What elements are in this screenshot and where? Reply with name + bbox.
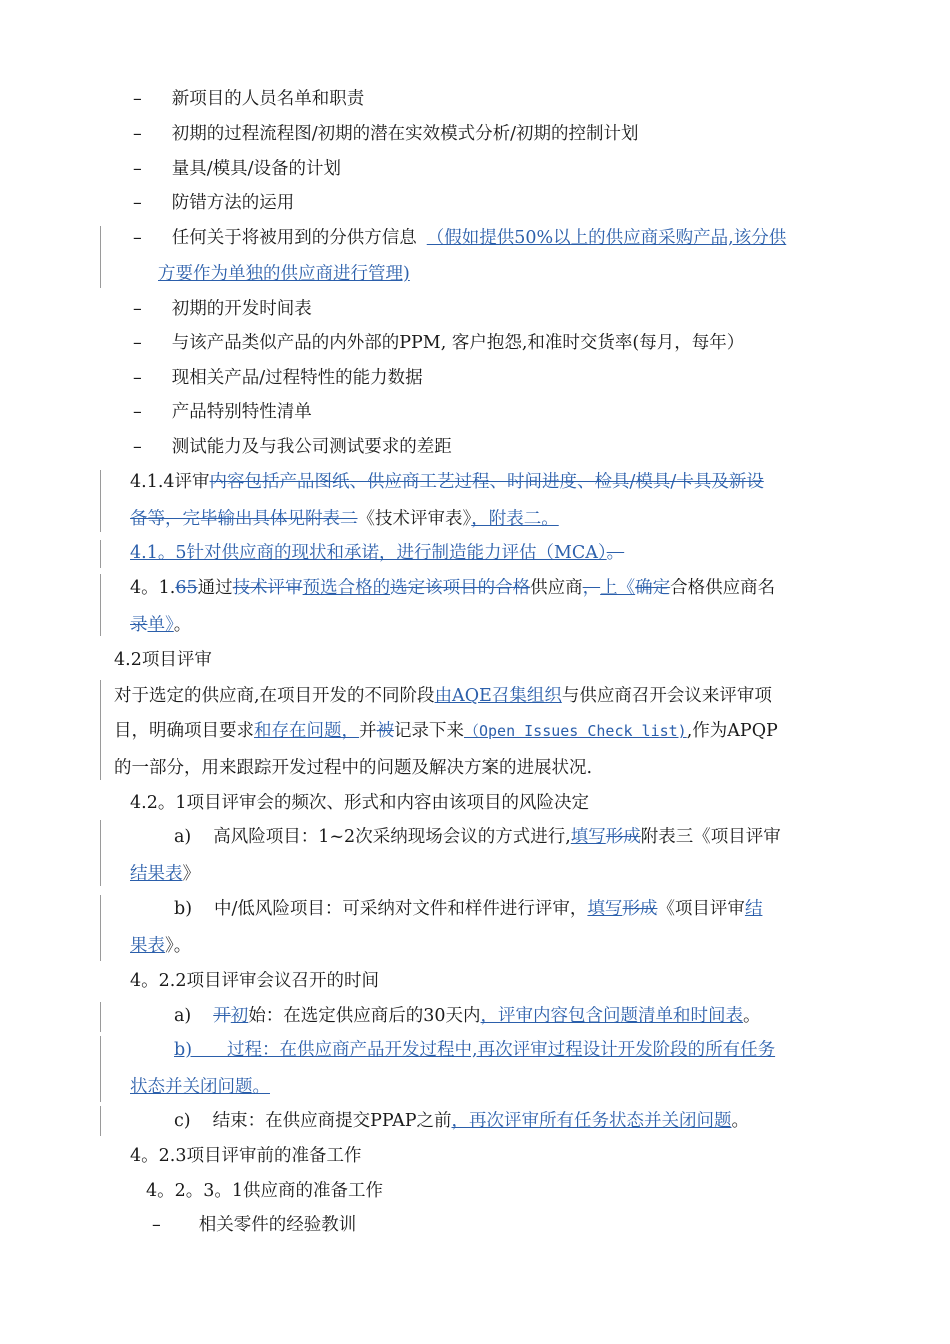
section-4-1-5 (130, 541, 624, 565)
section-4-2-3: 4。2.3项目评审前的准备工作 (130, 1146, 362, 1166)
inserted-text: 状态并关闭问题。 (130, 1077, 270, 1097)
deleted-text: 。 (606, 543, 625, 563)
bullet-line: – 现相关产品/过程特性的能力数据 (133, 368, 423, 388)
inserted-text: ，再次评审所有任务状态并关闭问题 (451, 1111, 732, 1131)
section-4-2-3-1: 4。2。3。1供应商的准备工作 (146, 1181, 384, 1201)
inserted-text: 单》 (147, 615, 174, 635)
bullet-line: – 初期的开发时间表 (133, 299, 312, 319)
inserted-text: 填写 (570, 827, 606, 847)
deleted-text: 选定该项目的合格 (390, 578, 531, 598)
risk-item-a: a) 高风险项目：1~2次采纳现场会议的方式进行,填写形成附表三《项目评审 (174, 827, 781, 847)
change-bar (100, 1002, 101, 1032)
risk-item-b-cont: 果表》。 (130, 936, 192, 956)
risk-item-b: b) 中/低风险项目：可采纳对文件和样件进行评审，填写形成《项目评审结 (174, 899, 763, 919)
section-4-2-title: 4.2项目评审 (114, 650, 212, 670)
inserted-text: b) 过程：在供应商产品开发过程中,再次评审过程设计开发阶段的所有任务 (174, 1040, 776, 1060)
change-bar (100, 820, 101, 886)
deleted-text: 形成 (622, 899, 658, 919)
deleted-text: 形成 (605, 827, 641, 847)
inserted-text: ，评审内容包含问题清单和时间表 (480, 1006, 744, 1026)
bullet-line: – 产品特别特性清单 (133, 402, 312, 422)
bullet-line: – 量具/模具/设备的计划 (133, 159, 342, 179)
inserted-text: 和存在问题， (254, 721, 359, 741)
inserted-text: 结果表 (130, 864, 183, 884)
change-bar (100, 226, 101, 288)
inserted-text: （假如提供50%以上的供应商采购产品,该分供 (426, 228, 787, 248)
risk-item-a-cont: 结果表》 (130, 864, 200, 884)
bullet-continuation (158, 262, 410, 286)
paragraph-line: 对于选定的供应商,在项目开发的不同阶段由AQE召集组织与供应商召开会议来评审项 (114, 686, 772, 706)
bullet-line: – 与该产品类似产品的内外部的PPM, 客户抱怨,和准时交货率(每月，每年） (133, 333, 745, 353)
deleted-text: 录 (130, 615, 148, 635)
change-bar (100, 540, 101, 568)
section-4-2-2: 4。2.2项目评审会议召开的时间 (130, 971, 379, 991)
inserted-text: 由AQE召集组织 (434, 686, 562, 706)
paragraph-line: 的一部分，用来跟踪开发过程中的问题及解决方案的进展状况. (114, 758, 593, 778)
time-item-a: a) 开初始：在选定供应商后的30天内，评审内容包含问题清单和时间表。 (174, 1006, 761, 1026)
bullet-line: – 测试能力及与我公司测试要求的差距 (133, 437, 452, 457)
deleted-text: 备等，完毕输出具体见附表二 (130, 509, 358, 529)
time-item-b (174, 1038, 775, 1062)
inserted-text: 方要作为单独的供应商进行管理) (158, 264, 410, 284)
deleted-text: 被 (376, 721, 394, 741)
bullet-line: – 新项目的人员名单和职责 (133, 89, 365, 109)
deleted-text: 65 (175, 578, 198, 598)
bullet-line: – 初期的过程流程图/初期的潜在实效模式分析/初期的控制计划 (133, 124, 639, 144)
section-4-1-4: 4.1.4评审内容包括产品图纸、供应商工艺过程、时间进度、检具/模具/卡具及新设 (130, 472, 764, 492)
inserted-text: 填写 (587, 899, 623, 919)
section-4-1-6: 4。1.65通过技术评审预选合格的选定该项目的合格供应商，上《确定合格供应商名 (130, 578, 776, 598)
change-bar (100, 895, 101, 961)
section-4-2-1: 4.2。1项目评审会的频次、形式和内容由该项目的风险决定 (130, 793, 589, 813)
bullet-line: – 防错方法的运用 (133, 193, 295, 213)
inserted-text: 上《 (600, 578, 636, 598)
bullet-line: – 任何关于将被用到的分供方信息 （假如提供50%以上的供应商采购产品,该分供 (133, 228, 787, 248)
time-item-c: c) 结束：在供应商提交PPAP之前，再次评审所有任务状态并关闭问题。 (174, 1111, 749, 1131)
bullet-line: – 相关零件的经验教训 (152, 1215, 357, 1235)
paragraph-line: 目，明确项目要求和存在问题，并被记录下来（Open Issues Check list),作为APQP (114, 721, 778, 741)
change-bar (100, 1106, 101, 1136)
change-bar (100, 1036, 101, 1102)
inserted-text: ，附表二。 (471, 509, 559, 529)
section-4-1-4-cont: 备等，完毕输出具体见附表二《技术评审表》，附表二。 (130, 509, 559, 529)
inserted-text: 预选合格的 (302, 578, 391, 598)
change-bar (100, 574, 101, 636)
change-bar (100, 470, 101, 532)
change-bar (100, 680, 101, 780)
deleted-text: 确定 (635, 578, 671, 598)
inserted-text: 果表 (130, 936, 165, 956)
inserted-text: 结 (744, 899, 763, 919)
inserted-text: 初 (230, 1006, 249, 1026)
deleted-text: 开 (213, 1006, 231, 1026)
deleted-text: 技术评审 (232, 578, 303, 598)
inserted-text: 4.1。5针对供应商的现状和承诺，进行制造能力评估（MCA） (130, 543, 607, 563)
section-4-1-6-cont: 录单》。 (130, 615, 192, 635)
deleted-text: ， (582, 578, 601, 598)
deleted-text: 内容包括产品图纸、供应商工艺过程、时间进度、检具/模具/卡具及新设 (209, 472, 764, 492)
inserted-text: （Open Issues Check list) (464, 722, 687, 740)
time-item-b-cont (130, 1075, 270, 1099)
